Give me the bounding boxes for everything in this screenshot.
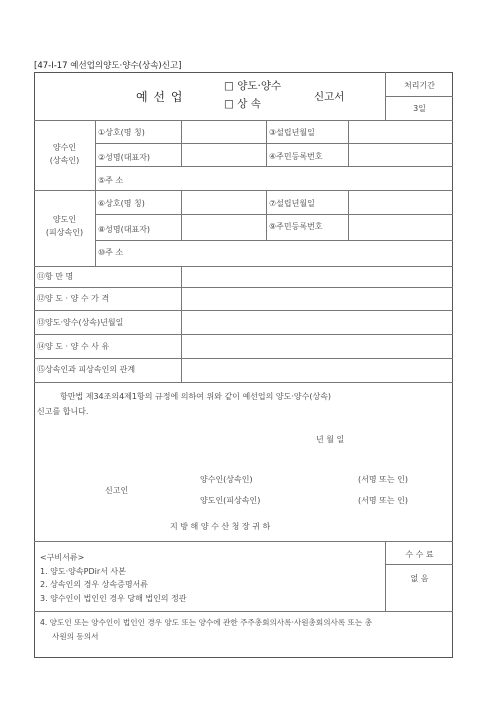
divider	[95, 214, 453, 215]
declaration-date: 년 월 일	[316, 435, 345, 444]
row-price-label: ⑫양 도 · 양 수 가 격	[37, 294, 110, 303]
declaration-text-line2: 신고를 합니다.	[37, 407, 89, 416]
form-title-left: 예 선 업	[136, 90, 184, 104]
divider	[34, 310, 453, 311]
transferee-sublabel: (상속인)	[49, 156, 80, 165]
transferee-label: 양수인	[52, 143, 77, 152]
divider	[34, 541, 453, 542]
required-docs-item3: 3. 양수인이 법인인 경우 당해 법인의 정관	[40, 594, 187, 603]
transferor-birth-label: ⑦설립년월일	[269, 199, 315, 208]
transferor-label: 양도인	[52, 215, 77, 224]
transferee-birth-label: ③설립년월일	[269, 128, 315, 137]
divider	[34, 120, 453, 121]
divider	[385, 96, 453, 97]
divider	[181, 266, 182, 382]
transferee-sign-label: 양수인(상속인)	[200, 475, 253, 484]
transferor-name-label: ⑥상호(명 칭)	[98, 199, 145, 208]
transferee-sign-hint: (서명 또는 인)	[358, 475, 408, 484]
fee-value: 없 음	[410, 574, 429, 583]
transferee-rep-label: ②성명(대표자)	[98, 153, 151, 162]
form-title-option-transfer: □ 양도·양수	[224, 80, 282, 92]
divider	[95, 240, 453, 241]
row-reason-label: ⑭양 도 · 양 수 사 유	[37, 342, 110, 351]
processing-period-value: 3일	[413, 104, 426, 113]
transferor-sign-hint: (서명 또는 인)	[358, 496, 408, 505]
divider	[34, 611, 453, 612]
divider	[385, 564, 453, 565]
divider	[95, 120, 96, 266]
row-relation-label: ⑮상속인과 피상속인의 관계	[37, 365, 136, 374]
divider	[34, 382, 453, 383]
form-title-option-inherit: □ 상 속	[224, 98, 261, 110]
recipient-line: 지 방 해 양 수 산 청 장 귀 하	[170, 522, 271, 531]
required-docs-item2: 2. 상속인의 경우 상속증명서류	[40, 580, 148, 589]
divider	[34, 358, 453, 359]
row-port-name-label: ⑪항 만 명	[37, 272, 74, 281]
transferee-address-label: ⑤주 소	[98, 176, 124, 185]
divider	[34, 266, 453, 267]
required-docs-item1: 1. 양도·양속PDir서 사본	[40, 567, 126, 576]
required-docs-item4-cont: 사원의 동의서	[52, 632, 99, 641]
form-header: [47-I-17 예선업의양도·양수(상속)신고]	[34, 61, 182, 71]
fee-label: 수 수 료	[405, 550, 434, 559]
divider	[95, 166, 453, 167]
divider	[34, 287, 453, 288]
transferor-address-label: ⑩주 소	[98, 248, 124, 257]
transferee-name-label: ①상호(명 칭)	[98, 128, 145, 137]
processing-period-label: 처리기간	[404, 81, 435, 90]
divider	[348, 190, 349, 240]
transferor-sublabel: (피상속인)	[45, 228, 84, 237]
divider	[34, 334, 453, 335]
declaration-text-line1: 항만법 제34조의4제1항의 규정에 의하여 위와 같이 예선업의 양도·양수(상속)	[60, 392, 332, 401]
divider	[266, 190, 267, 240]
divider	[34, 190, 453, 191]
transferee-id-label: ④주민등록번호	[269, 152, 323, 161]
required-docs-heading: <구비서류>	[40, 553, 85, 562]
transferor-rep-label: ⑧성명(대표자)	[98, 225, 151, 234]
form-title-right: 신고서	[314, 91, 345, 103]
divider	[181, 190, 182, 240]
reporter-label: 신고인	[105, 486, 129, 495]
row-date-label: ⑬양도·양수(상속)년월일	[37, 318, 124, 327]
transferor-id-label: ⑨주민등록번호	[269, 222, 323, 231]
divider	[95, 143, 453, 144]
required-docs-item4: 4. 양도인 또는 양수인이 법인인 경우 양도 또는 양수에 관한 주주총회의사록·사원총회의사록 또는 총	[40, 618, 373, 627]
transferor-sign-label: 양도인(피상속인)	[200, 496, 261, 505]
